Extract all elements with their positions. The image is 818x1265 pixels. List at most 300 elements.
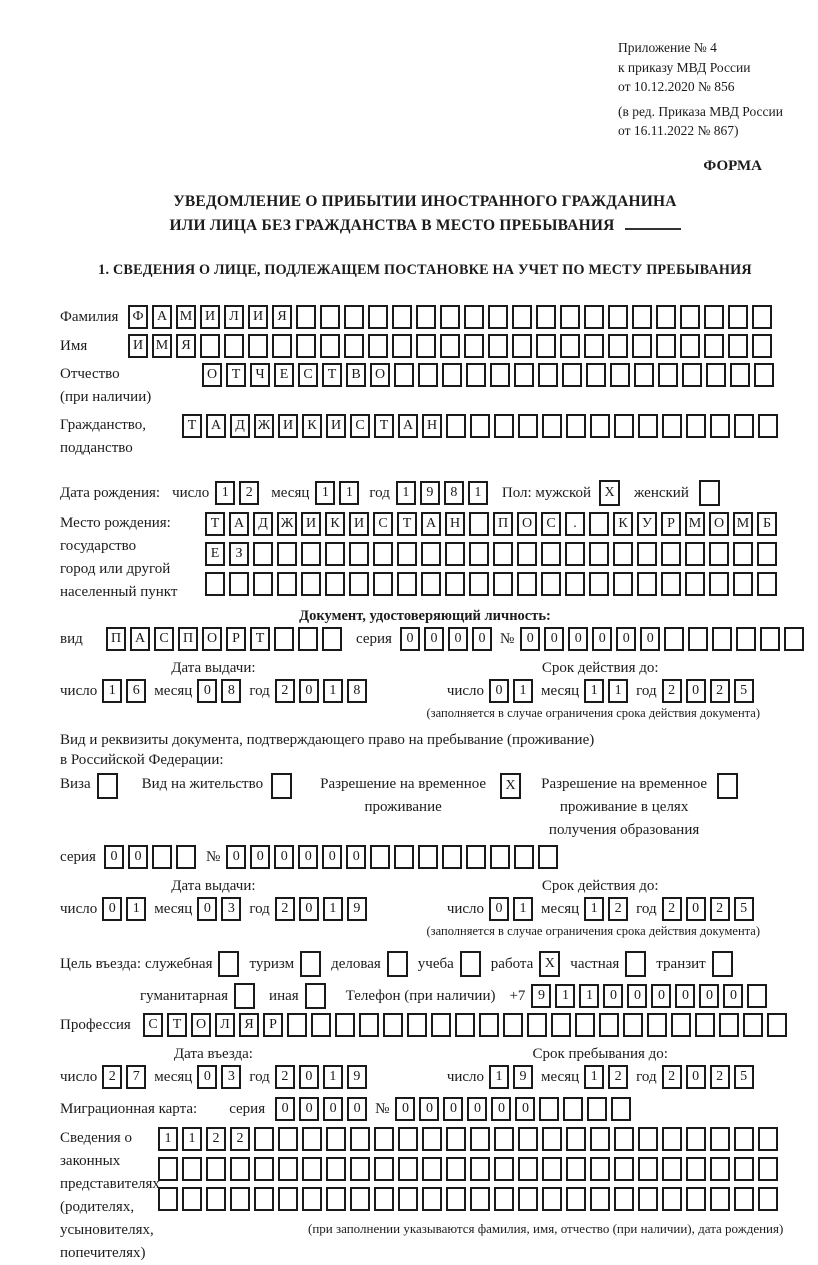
char-cell[interactable]: Ж: [254, 414, 274, 438]
char-cell[interactable]: [589, 512, 609, 536]
char-cell[interactable]: К: [302, 414, 322, 438]
char-cell[interactable]: Т: [205, 512, 225, 536]
char-cell[interactable]: 2: [710, 679, 730, 703]
char-cell[interactable]: Ч: [250, 363, 270, 387]
char-cell[interactable]: [709, 542, 729, 566]
char-cell[interactable]: 0: [419, 1097, 439, 1121]
char-cell[interactable]: [350, 1187, 370, 1211]
char-cell[interactable]: М: [733, 512, 753, 536]
char-cell[interactable]: [335, 1013, 355, 1037]
char-cell[interactable]: [446, 414, 466, 438]
char-cell[interactable]: [278, 1157, 298, 1181]
char-cell[interactable]: [494, 414, 514, 438]
char-cell[interactable]: 1: [579, 984, 599, 1008]
char-cell[interactable]: 1: [158, 1127, 178, 1151]
char-cell[interactable]: [503, 1013, 523, 1037]
char-cell[interactable]: 0: [472, 627, 492, 651]
char-cell[interactable]: 8: [347, 679, 367, 703]
char-cell[interactable]: [542, 1187, 562, 1211]
char-cell[interactable]: 2: [710, 897, 730, 921]
char-cell[interactable]: 1: [584, 679, 604, 703]
char-cell[interactable]: [470, 1127, 490, 1151]
char-cell[interactable]: [512, 334, 532, 358]
char-cell[interactable]: П: [178, 627, 198, 651]
char-cell[interactable]: [274, 627, 294, 651]
char-cell[interactable]: 2: [206, 1127, 226, 1151]
char-cell[interactable]: [638, 414, 658, 438]
char-cell[interactable]: 1: [489, 1065, 509, 1089]
char-cell[interactable]: [590, 1187, 610, 1211]
char-cell[interactable]: [349, 542, 369, 566]
char-cell[interactable]: 0: [686, 1065, 706, 1089]
char-cell[interactable]: [632, 305, 652, 329]
char-cell[interactable]: 1: [215, 481, 235, 505]
char-cell[interactable]: 0: [346, 845, 366, 869]
char-cell[interactable]: 1: [315, 481, 335, 505]
char-cell[interactable]: Д: [230, 414, 250, 438]
char-cell[interactable]: [584, 334, 604, 358]
char-cell[interactable]: 0: [323, 1097, 343, 1121]
char-cell[interactable]: 2: [102, 1065, 122, 1089]
char-cell[interactable]: [743, 1013, 763, 1037]
char-cell[interactable]: 6: [126, 679, 146, 703]
char-cell[interactable]: 0: [400, 627, 420, 651]
purpose-study-checkbox[interactable]: [460, 951, 481, 977]
char-cell[interactable]: [455, 1013, 475, 1037]
char-cell[interactable]: [734, 1187, 754, 1211]
char-cell[interactable]: [349, 572, 369, 596]
char-cell[interactable]: [647, 1013, 667, 1037]
char-cell[interactable]: И: [128, 334, 148, 358]
char-cell[interactable]: [541, 572, 561, 596]
char-cell[interactable]: О: [191, 1013, 211, 1037]
char-cell[interactable]: [542, 1127, 562, 1151]
char-cell[interactable]: Н: [445, 512, 465, 536]
char-cell[interactable]: 3: [221, 897, 241, 921]
char-cell[interactable]: [704, 305, 724, 329]
char-cell[interactable]: [442, 363, 462, 387]
char-cell[interactable]: [488, 334, 508, 358]
char-cell[interactable]: 8: [444, 481, 464, 505]
char-cell[interactable]: [733, 572, 753, 596]
char-cell[interactable]: Т: [322, 363, 342, 387]
char-cell[interactable]: [514, 363, 534, 387]
char-cell[interactable]: [373, 572, 393, 596]
char-cell[interactable]: [490, 363, 510, 387]
char-cell[interactable]: [416, 334, 436, 358]
char-cell[interactable]: [719, 1013, 739, 1037]
char-cell[interactable]: 0: [616, 627, 636, 651]
char-cell[interactable]: [565, 572, 585, 596]
char-cell[interactable]: [445, 542, 465, 566]
char-cell[interactable]: [736, 627, 756, 651]
char-cell[interactable]: [301, 572, 321, 596]
char-cell[interactable]: [469, 572, 489, 596]
char-cell[interactable]: [350, 1157, 370, 1181]
char-cell[interactable]: 9: [420, 481, 440, 505]
char-cell[interactable]: [734, 1157, 754, 1181]
char-cell[interactable]: [431, 1013, 451, 1037]
char-cell[interactable]: [767, 1013, 787, 1037]
char-cell[interactable]: [301, 542, 321, 566]
char-cell[interactable]: [760, 627, 780, 651]
char-cell[interactable]: 0: [467, 1097, 487, 1121]
char-cell[interactable]: 0: [102, 897, 122, 921]
char-cell[interactable]: [298, 627, 318, 651]
char-cell[interactable]: Ж: [277, 512, 297, 536]
char-cell[interactable]: [614, 1127, 634, 1151]
char-cell[interactable]: 2: [662, 679, 682, 703]
char-cell[interactable]: [394, 845, 414, 869]
char-cell[interactable]: 2: [608, 1065, 628, 1089]
char-cell[interactable]: [464, 334, 484, 358]
char-cell[interactable]: [563, 1097, 583, 1121]
char-cell[interactable]: 7: [126, 1065, 146, 1089]
char-cell[interactable]: [326, 1157, 346, 1181]
char-cell[interactable]: [518, 1127, 538, 1151]
char-cell[interactable]: 0: [723, 984, 743, 1008]
char-cell[interactable]: [311, 1013, 331, 1037]
char-cell[interactable]: С: [154, 627, 174, 651]
char-cell[interactable]: [584, 305, 604, 329]
purpose-business-checkbox[interactable]: [387, 951, 408, 977]
char-cell[interactable]: Р: [226, 627, 246, 651]
char-cell[interactable]: [733, 542, 753, 566]
char-cell[interactable]: 0: [128, 845, 148, 869]
char-cell[interactable]: [277, 572, 297, 596]
char-cell[interactable]: [638, 1127, 658, 1151]
char-cell[interactable]: А: [398, 414, 418, 438]
female-checkbox[interactable]: [699, 480, 720, 506]
char-cell[interactable]: [758, 1127, 778, 1151]
char-cell[interactable]: П: [493, 512, 513, 536]
char-cell[interactable]: [205, 572, 225, 596]
char-cell[interactable]: Я: [239, 1013, 259, 1037]
char-cell[interactable]: 2: [275, 679, 295, 703]
char-cell[interactable]: З: [229, 542, 249, 566]
char-cell[interactable]: 0: [347, 1097, 367, 1121]
char-cell[interactable]: [320, 334, 340, 358]
char-cell[interactable]: [637, 572, 657, 596]
char-cell[interactable]: [562, 363, 582, 387]
char-cell[interactable]: [637, 542, 657, 566]
char-cell[interactable]: [302, 1187, 322, 1211]
char-cell[interactable]: [206, 1187, 226, 1211]
char-cell[interactable]: [368, 334, 388, 358]
char-cell[interactable]: О: [709, 512, 729, 536]
purpose-humanitarian-checkbox[interactable]: [234, 983, 255, 1009]
char-cell[interactable]: [440, 334, 460, 358]
char-cell[interactable]: 0: [322, 845, 342, 869]
char-cell[interactable]: 1: [513, 679, 533, 703]
char-cell[interactable]: [470, 1187, 490, 1211]
char-cell[interactable]: [730, 363, 750, 387]
char-cell[interactable]: [277, 542, 297, 566]
char-cell[interactable]: 0: [686, 897, 706, 921]
char-cell[interactable]: 1: [468, 481, 488, 505]
char-cell[interactable]: 0: [299, 1065, 319, 1089]
char-cell[interactable]: [418, 363, 438, 387]
char-cell[interactable]: [682, 363, 702, 387]
char-cell[interactable]: [680, 334, 700, 358]
char-cell[interactable]: 9: [531, 984, 551, 1008]
char-cell[interactable]: 1: [323, 897, 343, 921]
char-cell[interactable]: 1: [608, 679, 628, 703]
char-cell[interactable]: [685, 572, 705, 596]
char-cell[interactable]: 2: [275, 1065, 295, 1089]
char-cell[interactable]: И: [326, 414, 346, 438]
char-cell[interactable]: [566, 1157, 586, 1181]
purpose-work-checkbox[interactable]: X: [539, 951, 560, 977]
char-cell[interactable]: [182, 1157, 202, 1181]
char-cell[interactable]: В: [346, 363, 366, 387]
char-cell[interactable]: 0: [395, 1097, 415, 1121]
char-cell[interactable]: [728, 305, 748, 329]
char-cell[interactable]: [158, 1187, 178, 1211]
char-cell[interactable]: [397, 542, 417, 566]
char-cell[interactable]: Е: [205, 542, 225, 566]
char-cell[interactable]: [287, 1013, 307, 1037]
char-cell[interactable]: Т: [374, 414, 394, 438]
char-cell[interactable]: [325, 542, 345, 566]
char-cell[interactable]: 0: [651, 984, 671, 1008]
char-cell[interactable]: 0: [592, 627, 612, 651]
char-cell[interactable]: [421, 572, 441, 596]
char-cell[interactable]: [296, 305, 316, 329]
char-cell[interactable]: 9: [347, 1065, 367, 1089]
char-cell[interactable]: [302, 1127, 322, 1151]
char-cell[interactable]: [517, 572, 537, 596]
char-cell[interactable]: [418, 845, 438, 869]
char-cell[interactable]: [747, 984, 767, 1008]
char-cell[interactable]: [206, 1157, 226, 1181]
char-cell[interactable]: [662, 1157, 682, 1181]
char-cell[interactable]: 0: [627, 984, 647, 1008]
char-cell[interactable]: [392, 334, 412, 358]
char-cell[interactable]: [322, 627, 342, 651]
char-cell[interactable]: 0: [568, 627, 588, 651]
char-cell[interactable]: [469, 512, 489, 536]
char-cell[interactable]: И: [301, 512, 321, 536]
char-cell[interactable]: [493, 572, 513, 596]
char-cell[interactable]: [514, 845, 534, 869]
char-cell[interactable]: [542, 414, 562, 438]
char-cell[interactable]: 0: [104, 845, 124, 869]
char-cell[interactable]: [494, 1187, 514, 1211]
char-cell[interactable]: Д: [253, 512, 273, 536]
char-cell[interactable]: [710, 1127, 730, 1151]
char-cell[interactable]: [560, 305, 580, 329]
char-cell[interactable]: М: [152, 334, 172, 358]
char-cell[interactable]: О: [517, 512, 537, 536]
char-cell[interactable]: 0: [250, 845, 270, 869]
purpose-private-checkbox[interactable]: [625, 951, 646, 977]
char-cell[interactable]: [551, 1013, 571, 1037]
char-cell[interactable]: [566, 414, 586, 438]
char-cell[interactable]: [470, 414, 490, 438]
char-cell[interactable]: [182, 1187, 202, 1211]
char-cell[interactable]: [278, 1127, 298, 1151]
char-cell[interactable]: 5: [734, 1065, 754, 1089]
char-cell[interactable]: [634, 363, 654, 387]
char-cell[interactable]: [326, 1187, 346, 1211]
char-cell[interactable]: 1: [126, 897, 146, 921]
char-cell[interactable]: [253, 542, 273, 566]
char-cell[interactable]: [686, 1187, 706, 1211]
char-cell[interactable]: М: [685, 512, 705, 536]
char-cell[interactable]: [344, 334, 364, 358]
char-cell[interactable]: У: [637, 512, 657, 536]
char-cell[interactable]: И: [200, 305, 220, 329]
char-cell[interactable]: [326, 1127, 346, 1151]
char-cell[interactable]: [446, 1157, 466, 1181]
char-cell[interactable]: 1: [323, 679, 343, 703]
char-cell[interactable]: [320, 305, 340, 329]
char-cell[interactable]: [661, 572, 681, 596]
char-cell[interactable]: [536, 334, 556, 358]
char-cell[interactable]: [518, 1157, 538, 1181]
char-cell[interactable]: [397, 572, 417, 596]
char-cell[interactable]: [589, 572, 609, 596]
char-cell[interactable]: [176, 845, 196, 869]
char-cell[interactable]: [638, 1187, 658, 1211]
char-cell[interactable]: [662, 1127, 682, 1151]
char-cell[interactable]: [695, 1013, 715, 1037]
char-cell[interactable]: [302, 1157, 322, 1181]
char-cell[interactable]: [757, 542, 777, 566]
char-cell[interactable]: 5: [734, 679, 754, 703]
char-cell[interactable]: [512, 305, 532, 329]
char-cell[interactable]: 1: [396, 481, 416, 505]
char-cell[interactable]: Р: [263, 1013, 283, 1037]
char-cell[interactable]: [758, 414, 778, 438]
char-cell[interactable]: [440, 305, 460, 329]
char-cell[interactable]: Н: [422, 414, 442, 438]
char-cell[interactable]: 1: [584, 897, 604, 921]
char-cell[interactable]: [254, 1187, 274, 1211]
char-cell[interactable]: [479, 1013, 499, 1037]
char-cell[interactable]: 2: [275, 897, 295, 921]
char-cell[interactable]: 1: [584, 1065, 604, 1089]
char-cell[interactable]: М: [176, 305, 196, 329]
char-cell[interactable]: А: [206, 414, 226, 438]
char-cell[interactable]: [662, 1187, 682, 1211]
char-cell[interactable]: Т: [397, 512, 417, 536]
char-cell[interactable]: [517, 542, 537, 566]
char-cell[interactable]: [488, 305, 508, 329]
char-cell[interactable]: [590, 414, 610, 438]
char-cell[interactable]: 9: [347, 897, 367, 921]
char-cell[interactable]: [538, 363, 558, 387]
char-cell[interactable]: [662, 414, 682, 438]
char-cell[interactable]: 0: [424, 627, 444, 651]
char-cell[interactable]: [614, 1187, 634, 1211]
char-cell[interactable]: Я: [272, 305, 292, 329]
char-cell[interactable]: [710, 1157, 730, 1181]
char-cell[interactable]: [416, 305, 436, 329]
char-cell[interactable]: Л: [224, 305, 244, 329]
char-cell[interactable]: 1: [513, 897, 533, 921]
visa-checkbox[interactable]: [97, 773, 118, 799]
char-cell[interactable]: [613, 542, 633, 566]
char-cell[interactable]: [469, 542, 489, 566]
char-cell[interactable]: [325, 572, 345, 596]
char-cell[interactable]: [587, 1097, 607, 1121]
char-cell[interactable]: [710, 1187, 730, 1211]
char-cell[interactable]: [710, 414, 730, 438]
char-cell[interactable]: [539, 1097, 559, 1121]
char-cell[interactable]: [392, 305, 412, 329]
char-cell[interactable]: [632, 334, 652, 358]
char-cell[interactable]: [613, 572, 633, 596]
char-cell[interactable]: [398, 1127, 418, 1151]
char-cell[interactable]: [494, 1157, 514, 1181]
char-cell[interactable]: [248, 334, 268, 358]
char-cell[interactable]: 0: [197, 897, 217, 921]
char-cell[interactable]: 0: [274, 845, 294, 869]
char-cell[interactable]: 0: [520, 627, 540, 651]
char-cell[interactable]: [254, 1127, 274, 1151]
char-cell[interactable]: [686, 414, 706, 438]
char-cell[interactable]: [575, 1013, 595, 1037]
char-cell[interactable]: [608, 305, 628, 329]
char-cell[interactable]: [712, 627, 732, 651]
char-cell[interactable]: О: [370, 363, 390, 387]
char-cell[interactable]: [253, 572, 273, 596]
char-cell[interactable]: [754, 363, 774, 387]
char-cell[interactable]: Р: [661, 512, 681, 536]
char-cell[interactable]: [230, 1187, 250, 1211]
char-cell[interactable]: [758, 1157, 778, 1181]
char-cell[interactable]: [422, 1127, 442, 1151]
char-cell[interactable]: 0: [491, 1097, 511, 1121]
char-cell[interactable]: 0: [699, 984, 719, 1008]
char-cell[interactable]: 2: [710, 1065, 730, 1089]
char-cell[interactable]: [158, 1157, 178, 1181]
char-cell[interactable]: [638, 1157, 658, 1181]
char-cell[interactable]: 0: [299, 897, 319, 921]
char-cell[interactable]: А: [229, 512, 249, 536]
char-cell[interactable]: Ф: [128, 305, 148, 329]
char-cell[interactable]: [757, 572, 777, 596]
char-cell[interactable]: [446, 1127, 466, 1151]
char-cell[interactable]: [446, 1187, 466, 1211]
char-cell[interactable]: [464, 305, 484, 329]
char-cell[interactable]: 0: [675, 984, 695, 1008]
char-cell[interactable]: О: [202, 627, 222, 651]
char-cell[interactable]: [224, 334, 244, 358]
char-cell[interactable]: 0: [298, 845, 318, 869]
char-cell[interactable]: 5: [734, 897, 754, 921]
char-cell[interactable]: [566, 1127, 586, 1151]
char-cell[interactable]: А: [152, 305, 172, 329]
char-cell[interactable]: [373, 542, 393, 566]
char-cell[interactable]: С: [298, 363, 318, 387]
char-cell[interactable]: [614, 414, 634, 438]
char-cell[interactable]: [590, 1127, 610, 1151]
char-cell[interactable]: [422, 1187, 442, 1211]
char-cell[interactable]: 0: [299, 679, 319, 703]
temp-residence-checkbox[interactable]: X: [500, 773, 521, 799]
char-cell[interactable]: [466, 363, 486, 387]
char-cell[interactable]: 0: [197, 679, 217, 703]
char-cell[interactable]: 1: [323, 1065, 343, 1089]
char-cell[interactable]: 0: [640, 627, 660, 651]
char-cell[interactable]: [254, 1157, 274, 1181]
char-cell[interactable]: О: [202, 363, 222, 387]
char-cell[interactable]: 0: [489, 679, 509, 703]
char-cell[interactable]: [599, 1013, 619, 1037]
